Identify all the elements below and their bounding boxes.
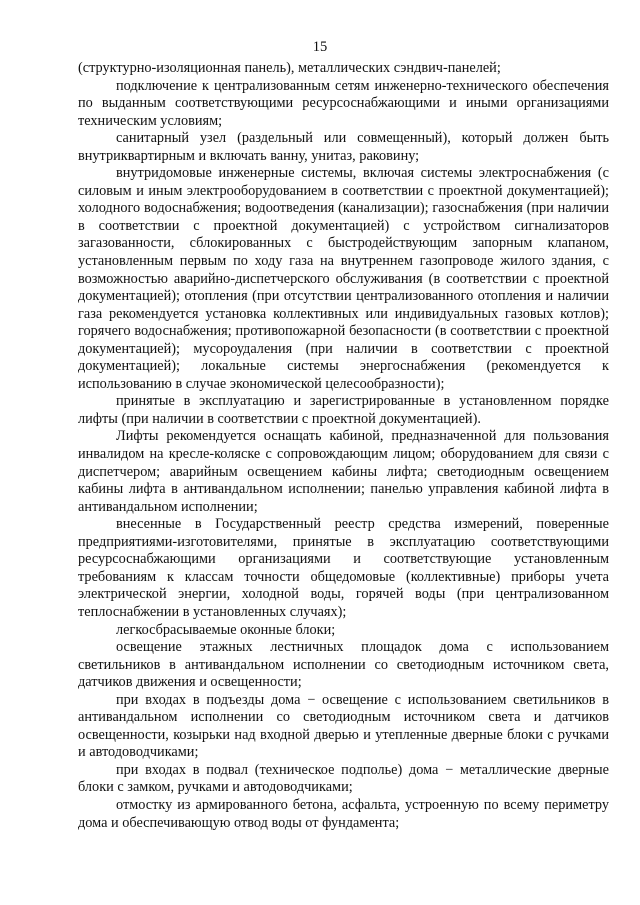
- paragraph-12: отмостку из армированного бетона, асфальта, устроенную по всему периметру дома и обеспечивающую отвод воды от фундамента;: [78, 796, 609, 831]
- paragraph-3: санитарный узел (раздельный или совмещенный), который должен быть внутриквартирным и включать ванну, унитаз, раковину;: [78, 130, 609, 164]
- paragraph-5: принятые в эксплуатацию и зарегистрированные в установленном порядке лифты (при наличии в соответствии с проектной документацией).: [78, 393, 609, 427]
- paragraph-1: (структурно-изоляционная панель), металлических сэндвич-панелей;: [78, 60, 501, 76]
- paragraph-6: Лифты рекомендуется оснащать кабиной, предназначенной для пользования инвалидом на кресле-коляске с сопровождающим лицом; оборудованием для связи с диспетчером; аварийным освещением кабины лифта; светодиодным освещением кабины лифта в антивандальном исполнении; панелью управления кабиной лифта в антивандальном исполнении;: [78, 428, 609, 515]
- paragraph-2: подключение к централизованным сетям инженерно-технического обеспечения по выданным соответствующими ресурсоснабжающими и иными организациями техническим условиям;: [78, 77, 609, 129]
- paragraph-9: освещение этажных лестничных площадок дома с использованием светильников в антивандальном исполнении со светодиодным источником света, датчиков движения и освещенности;: [78, 639, 609, 691]
- paragraph-7: внесенные в Государственный реестр средства измерений, поверенные предприятиями-изготовителями, принятые в эксплуатацию соответствующими ресурсоснабжающими организациями и соответствующие установленным требованиям к классам точности общедомовые (коллективные) приборы учета электрической энергии, холодной воды, горячей воды (при централизованном теплоснабжении в установленных случаях);: [78, 516, 609, 620]
- paragraph-8: легкосбрасываемые оконные блоки;: [116, 621, 336, 638]
- paragraph-4: внутридомовые инженерные системы, включая системы электроснабжения (с силовым и иным электрооборудованием в соответствии с проектной документацией); холодного водоснабжения; водоотведения (канализации); газоснабжения (при наличии в соответствии с проектной документацией) с устройством сигнализаторов загазованности, сблокированных с быстродействующим запорным клапаном, установленным первым по ходу газа на внутреннем газопроводе жилого здания, с возможностью аварийно-диспетчерского обслуживания (в соответствии с проектной документацией); отопления (при отсутствии централизованного отопления и наличии газа рекомендуется установка коллективных или индивидуальных газовых котлов); горячего водоснабжения; противопожарной безопасности (в соответствии с проектной документацией); мусороудаления (при наличии в соответствии с проектной документацией); локальные системы энергоснабжения (рекомендуется к использованию в случае экономической целесообразности);: [78, 165, 609, 392]
- document-body: [78, 60, 609, 832]
- paragraph-10: при входах в подъезды дома − освещение с использованием светильников в антивандальном исполнении со светодиодным источником света и датчиков освещенности, козырьки над входной дверью и утепленные дверные блоки с ручками и автодоводчиками;: [78, 691, 609, 761]
- page-number: 15: [312, 39, 328, 55]
- paragraph-11: при входах в подвал (техническое подполье) дома − металлические дверные блоки с замком, ручками и автодоводчиками;: [78, 761, 609, 796]
